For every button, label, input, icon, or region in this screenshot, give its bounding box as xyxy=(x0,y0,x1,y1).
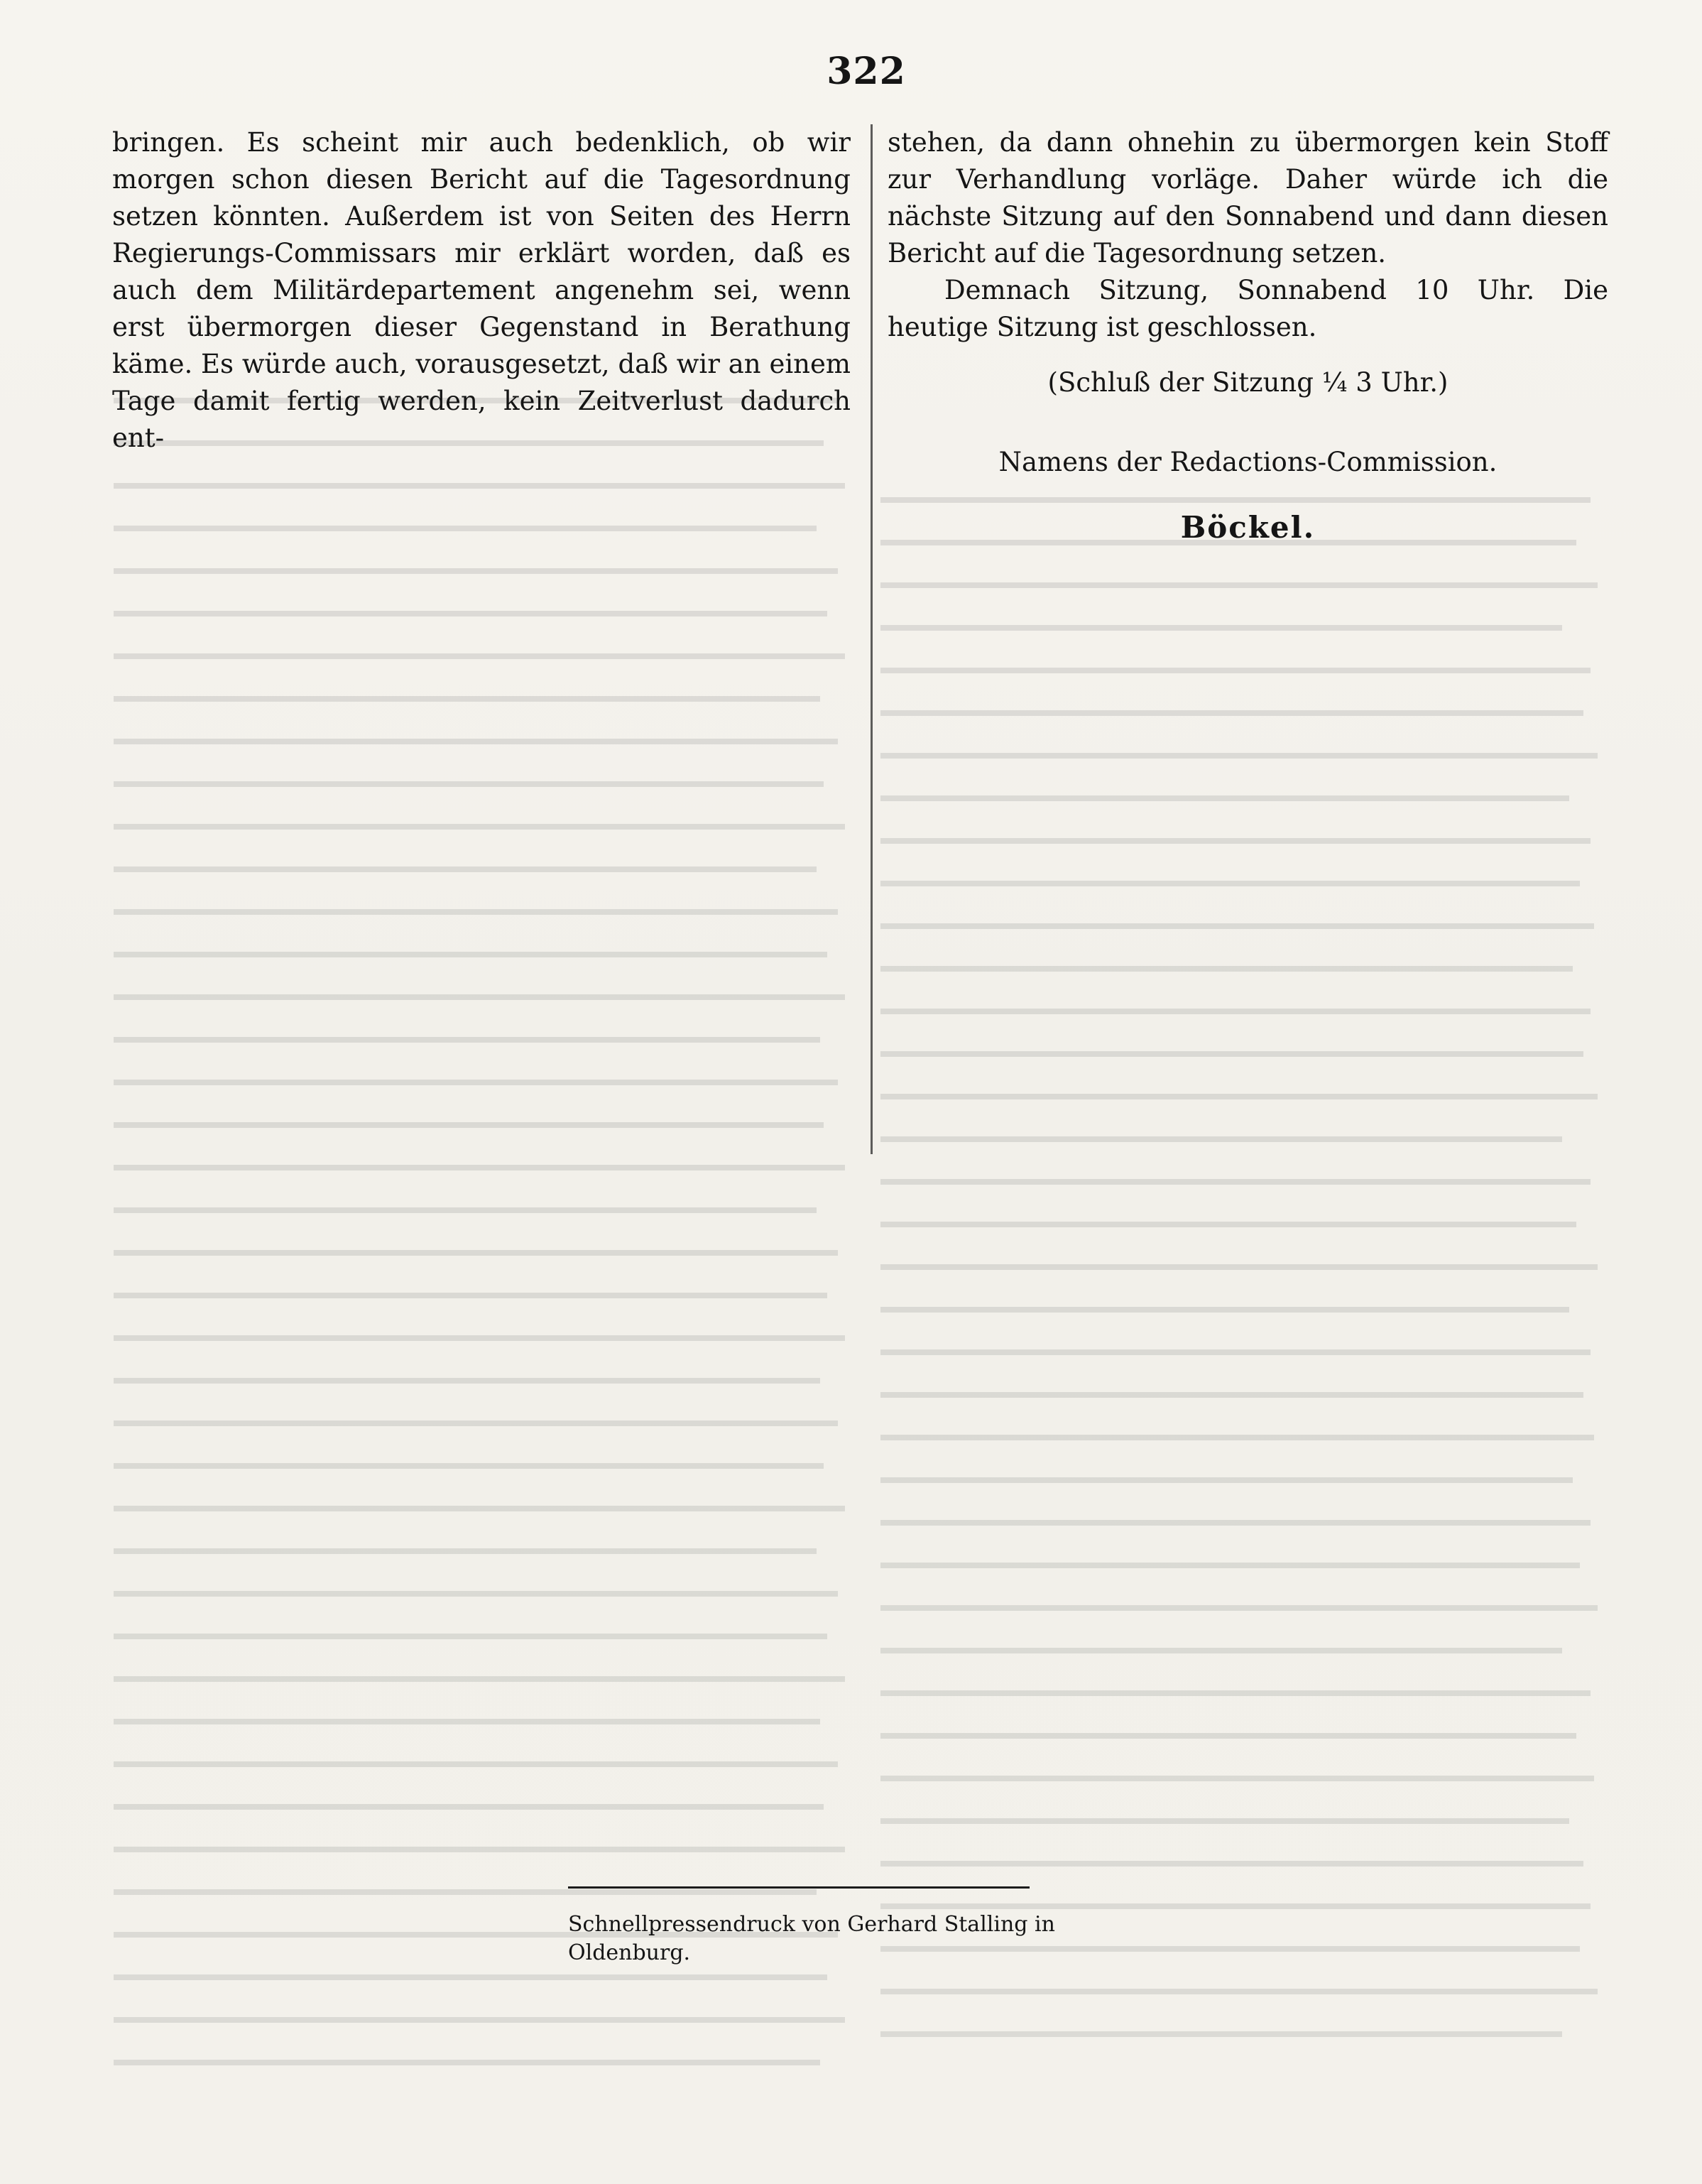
column-divider xyxy=(871,124,873,1154)
session-announcement: Demnach Sitzung, Sonnabend 10 Uhr. Die heutige Sitzung ist geschlossen. xyxy=(888,275,1608,342)
page-number: 322 xyxy=(827,50,906,93)
printer-imprint: Schnellpressendruck von Gerhard Stalling in Oldenburg. xyxy=(568,1912,1055,1965)
closing-note: (Schluß der Sitzung ¼ 3 Uhr.) xyxy=(1047,367,1449,398)
signature-name: Böckel. xyxy=(1180,510,1316,545)
left-column xyxy=(112,124,851,457)
imprint-rule xyxy=(568,1886,1030,1889)
right-column xyxy=(888,124,1608,546)
left-column-paragraph: bringen. Es scheint mir auch bedenklich, ob wir morgen schon diesen Bericht auf die Tagesordnung setzen könnten. Außerdem ist von Seiten des Herrn Regierungs-Commissars mir erklärt worden, daß es auch dem Militärdepartement angenehm sei, wenn erst übermorgen dieser Gegenstand in Berathung käme. Es würde auch, vorausgesetzt, daß wir an einem Tage damit fertig werden, kein Zeitverlust dadurch ent- xyxy=(112,127,851,453)
commission-line: Namens der Redactions-Commission. xyxy=(998,447,1498,477)
right-column-paragraph: stehen, da dann ohnehin zu übermorgen kein Stoff zur Verhandlung vorläge. Daher würde ich die nächste Sitzung auf den Sonnabend und dann diesen Bericht auf die Tagesordnung setzen. xyxy=(888,127,1608,268)
